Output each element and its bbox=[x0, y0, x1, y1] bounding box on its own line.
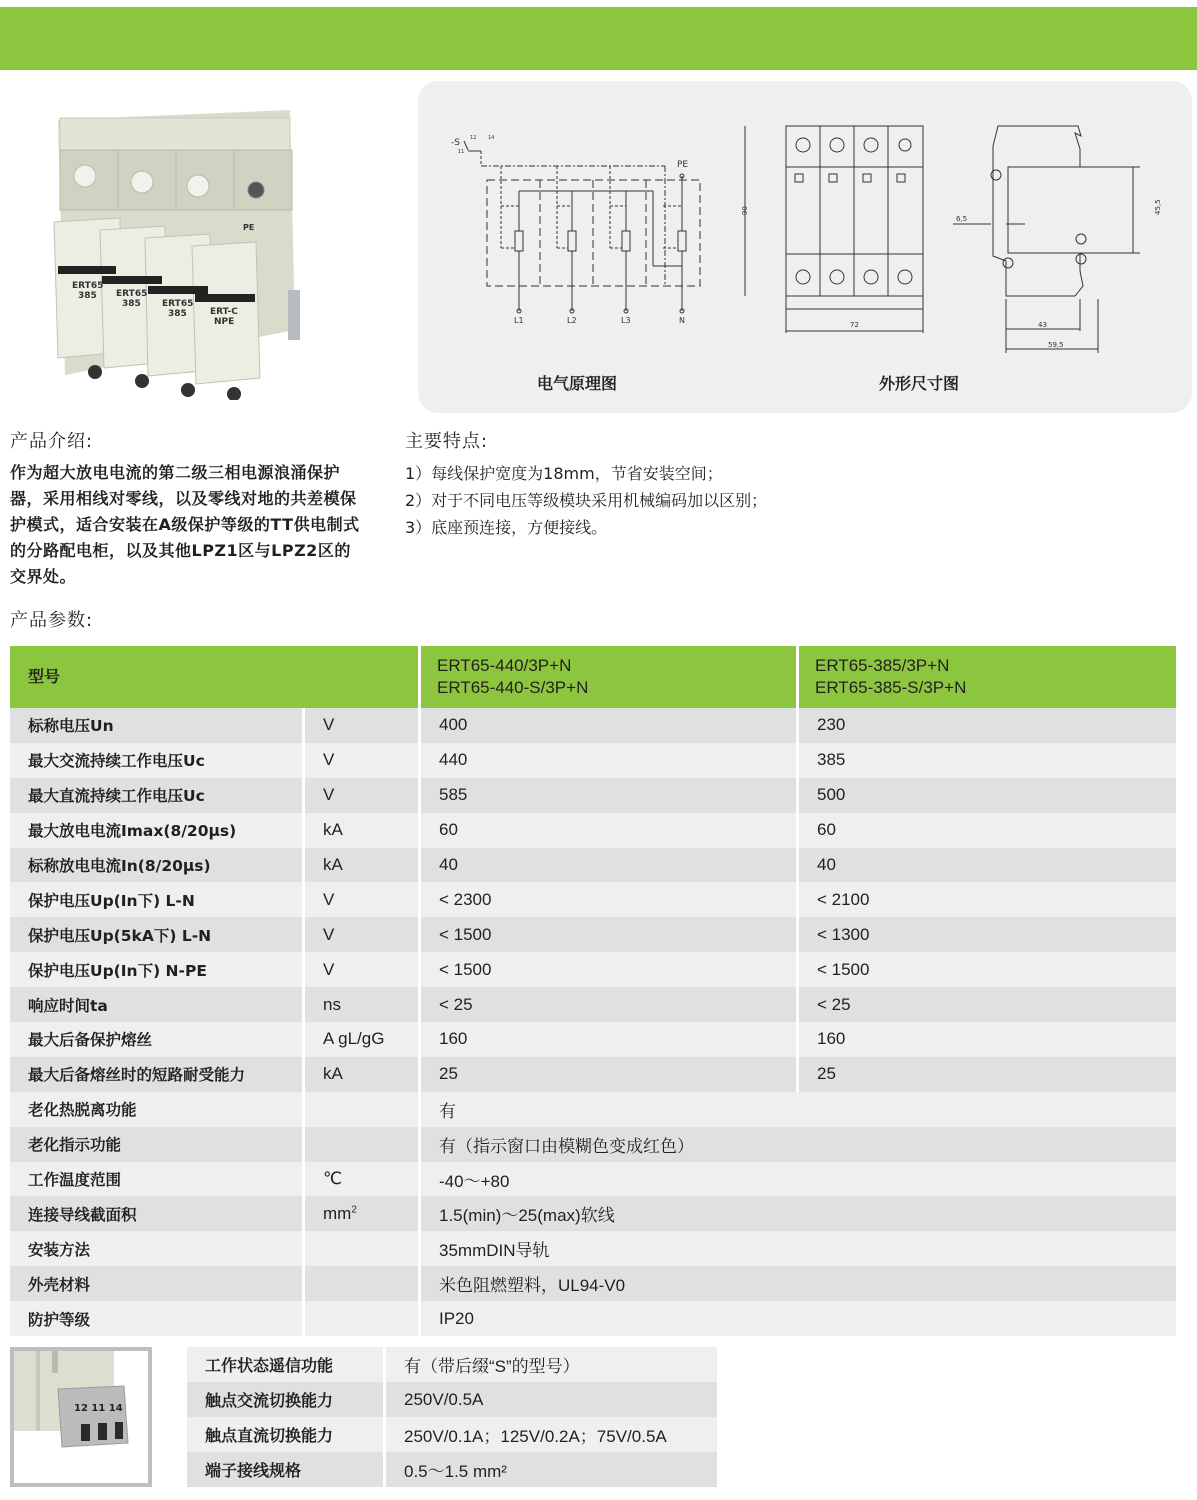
param-value-b: < 2100 bbox=[799, 882, 1176, 917]
param-label: 标称电压Un bbox=[10, 708, 305, 743]
table-row bbox=[187, 1347, 717, 1382]
param-unit: V bbox=[305, 952, 421, 987]
model-b-s-name: ERT65-385-S/3P+N bbox=[815, 678, 967, 697]
param-unit bbox=[305, 1196, 421, 1231]
param-label: 外壳材料 bbox=[10, 1266, 305, 1301]
table-row bbox=[10, 1266, 1176, 1301]
table-row bbox=[10, 1022, 1176, 1057]
param-value-b: 40 bbox=[799, 848, 1176, 883]
table-row bbox=[10, 1057, 1176, 1092]
param-unit bbox=[305, 1127, 421, 1162]
svg-text:N: N bbox=[679, 316, 685, 325]
param-unit bbox=[305, 1092, 421, 1127]
svg-text:14: 14 bbox=[488, 135, 495, 141]
param-value: 35mmDIN导轨 bbox=[421, 1231, 1176, 1266]
svg-text:12: 12 bbox=[470, 135, 477, 141]
param-value-b: 385 bbox=[799, 743, 1176, 778]
param-value-a: 400 bbox=[421, 708, 799, 743]
param-value-b: < 1500 bbox=[799, 952, 1176, 987]
param-label: 保护电压Up(5kA下) L-N bbox=[10, 917, 305, 952]
table-row bbox=[10, 743, 1176, 778]
svg-text:-S: -S bbox=[451, 138, 460, 148]
unit-text: mm bbox=[323, 1203, 352, 1223]
svg-text:11: 11 bbox=[458, 149, 465, 155]
features-title: 主要特点: bbox=[405, 431, 489, 452]
param-unit bbox=[305, 1266, 421, 1301]
params-title: 产品参数: bbox=[10, 610, 94, 631]
svg-text:385: 385 bbox=[78, 291, 97, 301]
svg-text:L1: L1 bbox=[514, 316, 524, 325]
table-row bbox=[10, 1231, 1176, 1266]
svg-text:L3: L3 bbox=[621, 316, 631, 325]
param-value-b: 230 bbox=[799, 708, 1176, 743]
schematic-caption: 电气原理图 bbox=[537, 374, 618, 393]
param-value-a: < 2300 bbox=[421, 882, 799, 917]
relay-value: 0.5～1.5 mm² bbox=[386, 1452, 717, 1487]
param-value-b: 500 bbox=[799, 778, 1176, 813]
relay-terminal-photo bbox=[10, 1347, 152, 1487]
param-label: 老化指示功能 bbox=[10, 1127, 305, 1162]
param-value: 米色阻燃塑料，UL94-V0 bbox=[421, 1266, 1176, 1301]
surge-protector-image bbox=[20, 100, 310, 400]
schematic-diagram bbox=[418, 81, 1192, 361]
model-header: 型号 bbox=[10, 646, 421, 708]
svg-text:NPE: NPE bbox=[214, 317, 235, 327]
intro-text: 作为超大放电电流的第二级三相电源浪涌保护器，采用相线对零线，以及零线对地的共差模保护模式，适合安装在A级保护等级的TT供电制式的分路配电柜，以及其他LPZ1区与LPZ2区的交界处。 bbox=[10, 463, 360, 586]
svg-text:PE: PE bbox=[243, 223, 255, 232]
svg-text:385: 385 bbox=[168, 309, 187, 319]
relay-label: 工作状态遥信功能 bbox=[187, 1347, 386, 1382]
param-label: 最大后备保护熔丝 bbox=[10, 1022, 305, 1057]
svg-text:ERT65: ERT65 bbox=[116, 289, 148, 299]
table-row bbox=[10, 1127, 1176, 1162]
param-unit: ns bbox=[305, 987, 421, 1022]
table-row bbox=[10, 1162, 1176, 1197]
param-label: 标称放电电流In(8/20μs) bbox=[10, 848, 305, 883]
relay-label: 端子接线规格 bbox=[187, 1452, 386, 1487]
param-unit bbox=[305, 1301, 421, 1336]
param-unit bbox=[305, 1231, 421, 1266]
param-value-a: < 1500 bbox=[421, 917, 799, 952]
param-label: 保护电压Up(In下) L-N bbox=[10, 882, 305, 917]
svg-text:12 11 14: 12 11 14 bbox=[74, 1403, 123, 1414]
feature-item: 1）每线保护宽度为18mm，节省安装空间； bbox=[405, 464, 723, 483]
dimension-caption: 外形尺寸图 bbox=[879, 374, 960, 393]
unit-superscript: 2 bbox=[351, 1204, 357, 1216]
param-value-b: < 1300 bbox=[799, 917, 1176, 952]
param-value-b: < 25 bbox=[799, 987, 1176, 1022]
svg-text:ERT65: ERT65 bbox=[162, 299, 194, 309]
table-row bbox=[187, 1452, 717, 1487]
param-unit: V bbox=[305, 917, 421, 952]
model-b-name: ERT65-385/3P+N bbox=[815, 656, 950, 675]
relay-table bbox=[187, 1347, 717, 1487]
param-label: 保护电压Up(In下) N-PE bbox=[10, 952, 305, 987]
table-row bbox=[10, 1092, 1176, 1127]
table-row bbox=[10, 952, 1176, 987]
relay-value: 250V/0.1A；125V/0.2A；75V/0.5A bbox=[386, 1417, 717, 1452]
diagram-panel bbox=[418, 81, 1192, 413]
svg-text:45,5: 45,5 bbox=[1154, 199, 1162, 215]
param-unit: V bbox=[305, 743, 421, 778]
header-banner bbox=[0, 7, 1197, 70]
param-value-a: 585 bbox=[421, 778, 799, 813]
relay-label: 触点交流切换能力 bbox=[187, 1382, 386, 1417]
table-row bbox=[187, 1382, 717, 1417]
table-row bbox=[10, 708, 1176, 743]
table-row bbox=[10, 987, 1176, 1022]
param-value-b: 60 bbox=[799, 813, 1176, 848]
relay-value: 有（带后缀“S”的型号） bbox=[386, 1347, 717, 1382]
relay-value: 250V/0.5A bbox=[386, 1382, 717, 1417]
table-row bbox=[10, 813, 1176, 848]
param-label: 防护等级 bbox=[10, 1301, 305, 1336]
param-label: 最大放电电流Imax(8/20μs) bbox=[10, 813, 305, 848]
svg-text:72: 72 bbox=[850, 321, 859, 329]
svg-text:59,5: 59,5 bbox=[1048, 341, 1064, 349]
svg-text:ERT65: ERT65 bbox=[72, 281, 104, 291]
param-value-a: < 25 bbox=[421, 987, 799, 1022]
param-value-b: 25 bbox=[799, 1057, 1176, 1092]
table-row bbox=[10, 848, 1176, 883]
terminal-block-image bbox=[14, 1351, 148, 1483]
table-row bbox=[10, 882, 1176, 917]
param-value: 有 bbox=[421, 1092, 1176, 1127]
param-value-a: 60 bbox=[421, 813, 799, 848]
product-photo bbox=[20, 100, 310, 400]
param-value-b: 160 bbox=[799, 1022, 1176, 1057]
table-row bbox=[10, 778, 1176, 813]
svg-text:90: 90 bbox=[741, 206, 749, 215]
model-a-name: ERT65-440/3P+N bbox=[437, 656, 572, 675]
param-label: 连接导线截面积 bbox=[10, 1196, 305, 1231]
param-value: -40～+80 bbox=[421, 1162, 1176, 1197]
param-value: 有（指示窗口由模糊色变成红色） bbox=[421, 1127, 1176, 1162]
param-label: 最大交流持续工作电压Uc bbox=[10, 743, 305, 778]
features-list bbox=[405, 460, 767, 541]
feature-item: 3）底座预连接，方便接线。 bbox=[405, 518, 608, 537]
model-b-header bbox=[799, 646, 1176, 708]
model-a-header bbox=[421, 646, 799, 708]
param-label: 工作温度范围 bbox=[10, 1162, 305, 1197]
param-label: 最大后备熔丝时的短路耐受能力 bbox=[10, 1057, 305, 1092]
param-value: IP20 bbox=[421, 1301, 1176, 1336]
svg-text:385: 385 bbox=[122, 299, 141, 309]
svg-text:6,5: 6,5 bbox=[956, 215, 968, 223]
intro-title: 产品介绍: bbox=[10, 431, 94, 452]
feature-item: 2）对于不同电压等级模块采用机械编码加以区别； bbox=[405, 491, 768, 510]
param-unit: kA bbox=[305, 1057, 421, 1092]
relay-label: 触点直流切换能力 bbox=[187, 1417, 386, 1452]
param-unit: V bbox=[305, 778, 421, 813]
param-unit: A gL/gG bbox=[305, 1022, 421, 1057]
param-label: 安装方法 bbox=[10, 1231, 305, 1266]
param-value-a: 440 bbox=[421, 743, 799, 778]
table-row bbox=[10, 1301, 1176, 1336]
table-row bbox=[187, 1417, 717, 1452]
table-row bbox=[10, 917, 1176, 952]
svg-text:PE: PE bbox=[677, 160, 689, 170]
param-value-a: 40 bbox=[421, 848, 799, 883]
svg-text:ERT-C: ERT-C bbox=[210, 307, 238, 317]
model-a-s-name: ERT65-440-S/3P+N bbox=[437, 678, 589, 697]
param-value-a: 25 bbox=[421, 1057, 799, 1092]
param-label: 老化热脱离功能 bbox=[10, 1092, 305, 1127]
svg-text:43: 43 bbox=[1038, 321, 1047, 329]
param-unit: V bbox=[305, 882, 421, 917]
table-header-row bbox=[10, 646, 1176, 708]
spec-table bbox=[10, 646, 1176, 1336]
svg-text:L2: L2 bbox=[567, 316, 577, 325]
param-value-a: < 1500 bbox=[421, 952, 799, 987]
param-unit: V bbox=[305, 708, 421, 743]
param-unit: kA bbox=[305, 848, 421, 883]
param-label: 最大直流持续工作电压Uc bbox=[10, 778, 305, 813]
param-label: 响应时间ta bbox=[10, 987, 305, 1022]
table-row bbox=[10, 1196, 1176, 1231]
param-value: 1.5(min)～25(max)软线 bbox=[421, 1196, 1176, 1231]
param-unit: ℃ bbox=[305, 1162, 421, 1197]
param-value-a: 160 bbox=[421, 1022, 799, 1057]
param-unit: kA bbox=[305, 813, 421, 848]
